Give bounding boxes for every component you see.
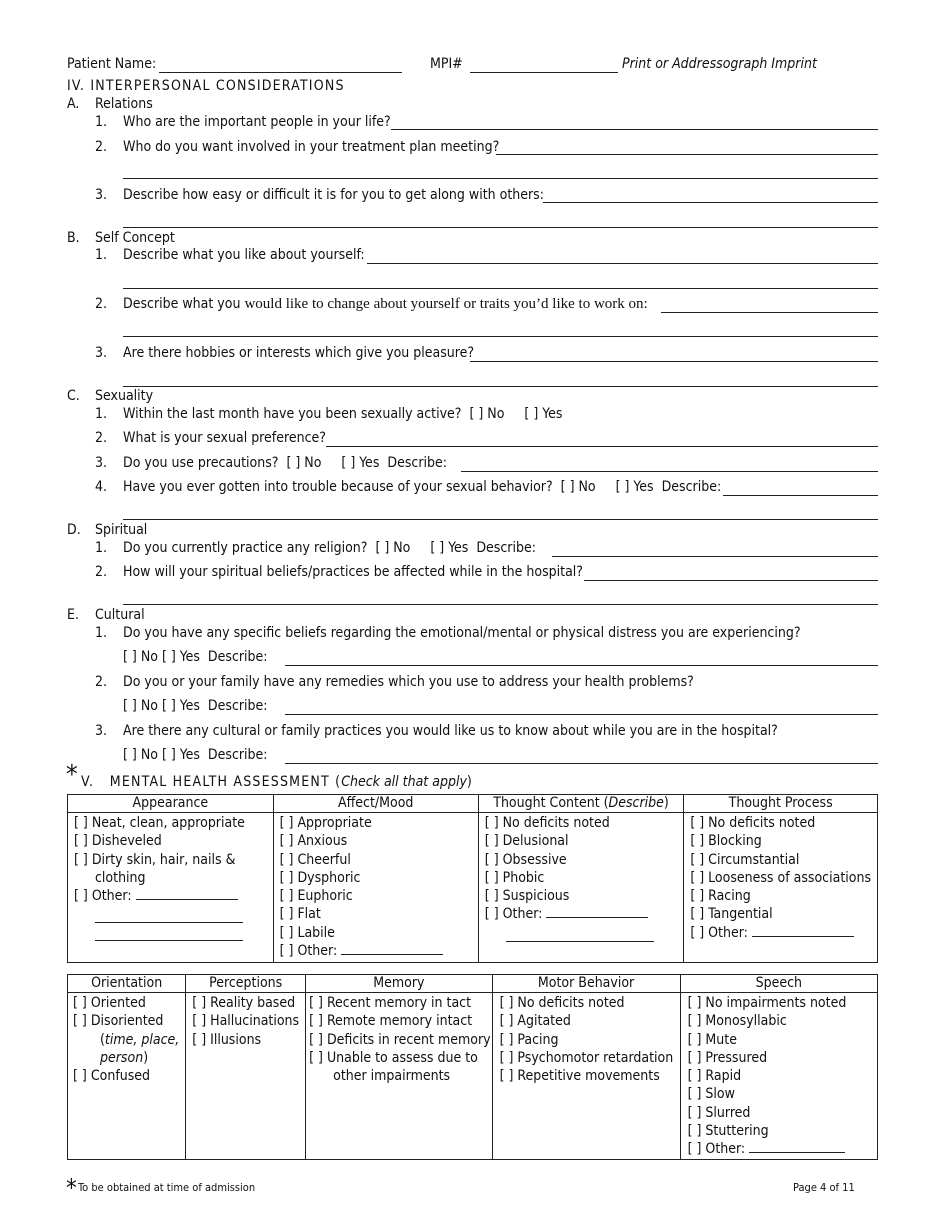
- perceptions-illusions-option[interactable]: [ ] Illusions: [192, 1031, 262, 1048]
- section-v-title: [81, 774, 473, 790]
- motor-pacing-option[interactable]: [ ] Pacing: [499, 1031, 559, 1048]
- qd2-number: 2.: [95, 564, 108, 580]
- qe1-answer-line[interactable]: [285, 665, 878, 666]
- page-number: Page 4 of 11: [793, 1181, 855, 1194]
- header-thought-content: [478, 795, 684, 813]
- qb2-text-part1: Describe what you: [123, 296, 245, 312]
- qe3-answer-line[interactable]: [285, 763, 878, 764]
- qe2-text: Do you or your family have any remedies which you use to address your health problems?: [123, 674, 694, 690]
- thought-content-phobic-option[interactable]: [ ] Phobic: [484, 869, 545, 886]
- qc2-answer-line[interactable]: [326, 446, 878, 447]
- section-v-star: *: [66, 760, 78, 790]
- thought-process-other-field[interactable]: [752, 924, 854, 937]
- qa2-text: Who do you want involved in your treatment plan meeting?: [123, 139, 500, 155]
- affect-other-option[interactable]: [280, 942, 472, 960]
- speech-other-field[interactable]: [749, 1140, 845, 1153]
- qe3-text: Are there any cultural or family practices you would like us to know about while you are in the hospital?: [123, 723, 778, 739]
- thought-process-racing-option[interactable]: [ ] Racing: [690, 888, 751, 905]
- assessment-table-1: [67, 794, 878, 963]
- speech-slow-option[interactable]: [ ] Slow: [687, 1086, 735, 1103]
- orientation-disoriented-detail-2: [73, 1049, 179, 1067]
- thought-process-cell: [684, 813, 878, 963]
- section-c-title: Sexuality: [95, 388, 154, 404]
- motor-cell: [492, 993, 680, 1160]
- section-a-letter: A.: [67, 96, 80, 112]
- thought-process-other-label: [ ] Other:: [690, 924, 748, 941]
- qa3-number: 3.: [95, 187, 108, 203]
- qc4-text: Have you ever gotten into trouble because of your sexual behavior? [ ] No [ ] Yes Describe:: [123, 479, 722, 495]
- appearance-cell: [68, 813, 274, 963]
- speech-other-option[interactable]: [688, 1140, 871, 1158]
- section-v-title-italic: Check all that apply: [341, 774, 467, 790]
- affect-flat-option[interactable]: [ ] Flat: [279, 906, 321, 923]
- orientation-disoriented-option[interactable]: [ ] Disoriented: [73, 1013, 164, 1030]
- thought-process-no-deficits-option[interactable]: [ ] No deficits noted: [690, 815, 816, 831]
- qa1-text: Who are the important people in your life?: [123, 114, 391, 130]
- appearance-dirty-option[interactable]: [ ] Dirty skin, hair, nails &: [74, 851, 236, 868]
- header-thought-content-close: ): [663, 795, 669, 811]
- thought-content-other-line-2[interactable]: [506, 924, 654, 942]
- affect-other-label: [ ] Other:: [279, 943, 338, 960]
- orientation-paren-open: (: [100, 1031, 105, 1048]
- qb2-answer-line[interactable]: [661, 312, 878, 313]
- section-c-letter: C.: [67, 388, 80, 404]
- thought-content-other-field[interactable]: [546, 905, 648, 918]
- qb3-text: Are there hobbies or interests which give you pleasure?: [123, 345, 475, 361]
- qc2-number: 2.: [95, 430, 108, 446]
- qe2-answer-options: [ ] No [ ] Yes Describe:: [123, 698, 268, 714]
- section-e-title: Cultural: [95, 607, 145, 623]
- appearance-disheveled-option[interactable]: [ ] Disheveled: [74, 833, 162, 850]
- qd1-answer-line[interactable]: [552, 556, 878, 557]
- qe3-answer-options: [ ] No [ ] Yes Describe:: [123, 747, 268, 763]
- qc4-answer-line[interactable]: [723, 495, 878, 496]
- thought-process-tangential-option[interactable]: [ ] Tangential: [690, 906, 773, 923]
- thought-process-circumstantial-option[interactable]: [ ] Circumstantial: [690, 851, 800, 868]
- speech-no-impairments-option[interactable]: [ ] No impairments noted: [687, 995, 847, 1011]
- mpi-label: MPI#: [430, 56, 463, 72]
- assessment-table-2: [67, 974, 878, 1160]
- affect-anxious-option[interactable]: [ ] Anxious: [279, 833, 348, 850]
- memory-unable-option-cont: other impairments: [333, 1068, 451, 1085]
- qb3-number: 3.: [95, 345, 108, 361]
- affect-cell: [273, 813, 478, 963]
- qc4-answer-line-2[interactable]: [123, 519, 878, 520]
- qc3-answer-line[interactable]: [461, 471, 878, 472]
- qd2-text: How will your spiritual beliefs/practices be affected while in the hospital?: [123, 564, 583, 580]
- header-affect-mood: Affect/Mood: [273, 795, 478, 813]
- orientation-disoriented-detail: [73, 1031, 179, 1049]
- speech-rapid-option[interactable]: [ ] Rapid: [687, 1068, 742, 1085]
- qa1-answer-line[interactable]: [391, 129, 878, 130]
- perceptions-cell: [186, 993, 306, 1160]
- qe1-answer-options: [ ] No [ ] Yes Describe:: [123, 649, 268, 665]
- header-memory: Memory: [306, 975, 492, 993]
- thought-content-delusional-option[interactable]: [ ] Delusional: [484, 833, 569, 850]
- qd1-text: Do you currently practice any religion? [ ] No [ ] Yes Describe:: [123, 540, 536, 556]
- section-a-title: Relations: [95, 96, 153, 112]
- perceptions-reality-based-option[interactable]: [ ] Reality based: [192, 995, 296, 1011]
- thought-content-obsessive-option[interactable]: [ ] Obsessive: [484, 851, 567, 868]
- qb3-answer-line-2[interactable]: [123, 386, 878, 387]
- qe2-number: 2.: [95, 674, 108, 690]
- thought-process-other-option[interactable]: [690, 924, 871, 942]
- qd1-number: 1.: [95, 540, 108, 556]
- section-v-title-end: ): [466, 774, 474, 790]
- affect-other-field[interactable]: [341, 942, 443, 955]
- qe3-number: 3.: [95, 723, 108, 739]
- qa1-number: 1.: [95, 114, 108, 130]
- affect-cheerful-option[interactable]: [ ] Cheerful: [279, 851, 351, 868]
- appearance-other-line-2[interactable]: [95, 905, 243, 923]
- affect-labile-option[interactable]: [ ] Labile: [279, 924, 335, 941]
- qc3-number: 3.: [95, 455, 108, 471]
- orientation-confused-option[interactable]: [ ] Confused: [73, 1068, 151, 1085]
- appearance-other-field[interactable]: [136, 887, 238, 900]
- qc4-number: 4.: [95, 479, 108, 495]
- section-e-letter: E.: [67, 607, 79, 623]
- memory-remote-option[interactable]: [ ] Remote memory intact: [309, 1013, 473, 1030]
- qb3-answer-line[interactable]: [470, 361, 878, 362]
- imprint-note: Print or Addressograph Imprint: [622, 56, 817, 72]
- header-speech: Speech: [680, 975, 877, 993]
- qd2-answer-line-2[interactable]: [123, 604, 878, 605]
- orientation-detail-line2: person: [100, 1049, 144, 1066]
- qa3-answer-line-2[interactable]: [123, 227, 878, 228]
- section-d-title: Spiritual: [95, 522, 148, 538]
- affect-dysphoric-option[interactable]: [ ] Dysphoric: [279, 869, 361, 886]
- header-thought-process: Thought Process: [684, 795, 878, 813]
- perceptions-hallucinations-option[interactable]: [ ] Hallucinations: [192, 1013, 300, 1030]
- speech-other-label: [ ] Other:: [687, 1141, 746, 1158]
- qe2-answer-line[interactable]: [285, 714, 878, 715]
- section-iv-title: IV. INTERPERSONAL CONSIDERATIONS: [67, 78, 345, 94]
- qb1-text: Describe what you like about yourself:: [123, 247, 365, 263]
- qb2-text: [123, 296, 648, 313]
- section-v-title-text: V. MENTAL HEALTH ASSESSMENT (: [81, 774, 342, 790]
- qc2-text: What is your sexual preference?: [123, 430, 326, 446]
- section-b-title: Self Concept: [95, 230, 175, 246]
- patient-name-field[interactable]: [159, 72, 402, 73]
- header-perceptions: Perceptions: [186, 975, 306, 993]
- thought-content-cell: [478, 813, 684, 963]
- qa2-number: 2.: [95, 139, 108, 155]
- header-thought-content-italic: Describe: [608, 795, 664, 811]
- thought-content-other-option[interactable]: [485, 905, 678, 923]
- thought-content-no-deficits-option[interactable]: [ ] No deficits noted: [484, 815, 610, 831]
- speech-monosyllabic-option[interactable]: [ ] Monosyllabic: [687, 1013, 787, 1030]
- header-appearance: Appearance: [68, 795, 274, 813]
- appearance-other-label: [ ] Other:: [74, 888, 132, 905]
- motor-repetitive-option[interactable]: [ ] Repetitive movements: [499, 1068, 660, 1085]
- memory-recent-option[interactable]: [ ] Recent memory in tact: [309, 995, 472, 1011]
- orientation-paren-close: ): [143, 1049, 149, 1066]
- qb2-answer-line-2[interactable]: [123, 336, 878, 337]
- qa2-answer-line[interactable]: [496, 154, 878, 155]
- orientation-cell: [68, 993, 186, 1160]
- qb1-number: 1.: [95, 247, 108, 263]
- thought-content-other-label: [ ] Other:: [484, 906, 543, 923]
- thought-process-looseness-option[interactable]: [ ] Looseness of associations: [690, 869, 871, 886]
- qb2-number: 2.: [95, 296, 108, 312]
- motor-no-deficits-option[interactable]: [ ] No deficits noted: [499, 995, 625, 1011]
- header-thought-content-text: Thought Content (: [493, 795, 609, 811]
- header-orientation: Orientation: [68, 975, 186, 993]
- qc1-number: 1.: [95, 406, 108, 422]
- memory-unable-option[interactable]: [ ] Unable to assess due to: [309, 1049, 478, 1066]
- speech-mute-option[interactable]: [ ] Mute: [687, 1031, 737, 1048]
- appearance-dirty-option-cont: clothing: [95, 869, 146, 886]
- memory-cell: [306, 993, 492, 1160]
- section-b-letter: B.: [67, 230, 80, 246]
- thought-content-suspicious-option[interactable]: [ ] Suspicious: [484, 888, 570, 905]
- qd2-answer-line[interactable]: [584, 580, 878, 581]
- speech-cell: [680, 993, 877, 1160]
- affect-euphoric-option[interactable]: [ ] Euphoric: [279, 888, 353, 905]
- qc1-text: Within the last month have you been sexually active? [ ] No [ ] Yes: [123, 406, 563, 422]
- motor-psychomotor-option[interactable]: [ ] Psychomotor retardation: [499, 1049, 674, 1066]
- qb2-text-part2: would like to change about yourself or traits you’d like to work on:: [244, 296, 648, 312]
- header-motor-behavior: Motor Behavior: [492, 975, 680, 993]
- qc3-text: Do you use precautions? [ ] No [ ] Yes Describe:: [123, 455, 447, 471]
- footer-star: *: [66, 1174, 77, 1202]
- section-d-letter: D.: [67, 522, 81, 538]
- speech-pressured-option[interactable]: [ ] Pressured: [687, 1049, 768, 1066]
- speech-stuttering-option[interactable]: [ ] Stuttering: [687, 1123, 769, 1140]
- qa2-answer-line-2[interactable]: [123, 178, 878, 179]
- qe1-text: Do you have any specific beliefs regarding the emotional/mental or physical distress you are experiencing?: [123, 625, 801, 641]
- qa3-answer-line[interactable]: [543, 202, 878, 203]
- qe1-number: 1.: [95, 625, 108, 641]
- appearance-neat-option[interactable]: [ ] Neat, clean, appropriate: [74, 815, 245, 831]
- footer-note: To be obtained at time of admission: [78, 1181, 256, 1194]
- memory-deficits-option[interactable]: [ ] Deficits in recent memory: [309, 1031, 491, 1048]
- speech-slurred-option[interactable]: [ ] Slurred: [687, 1104, 751, 1121]
- qa3-text: Describe how easy or difficult it is for you to get along with others:: [123, 187, 544, 203]
- thought-process-blocking-option[interactable]: [ ] Blocking: [690, 833, 762, 850]
- motor-agitated-option[interactable]: [ ] Agitated: [499, 1013, 571, 1030]
- patient-name-label: Patient Name:: [67, 56, 157, 72]
- qb1-answer-line[interactable]: [367, 263, 878, 264]
- affect-appropriate-option[interactable]: [ ] Appropriate: [279, 815, 372, 831]
- mpi-field[interactable]: [470, 72, 618, 73]
- orientation-detail-line1: time, place,: [104, 1031, 180, 1048]
- qb1-answer-line-2[interactable]: [123, 288, 878, 289]
- orientation-oriented-option[interactable]: [ ] Oriented: [73, 995, 146, 1011]
- appearance-other-line-3[interactable]: [95, 923, 243, 941]
- appearance-other-option[interactable]: [74, 887, 267, 905]
